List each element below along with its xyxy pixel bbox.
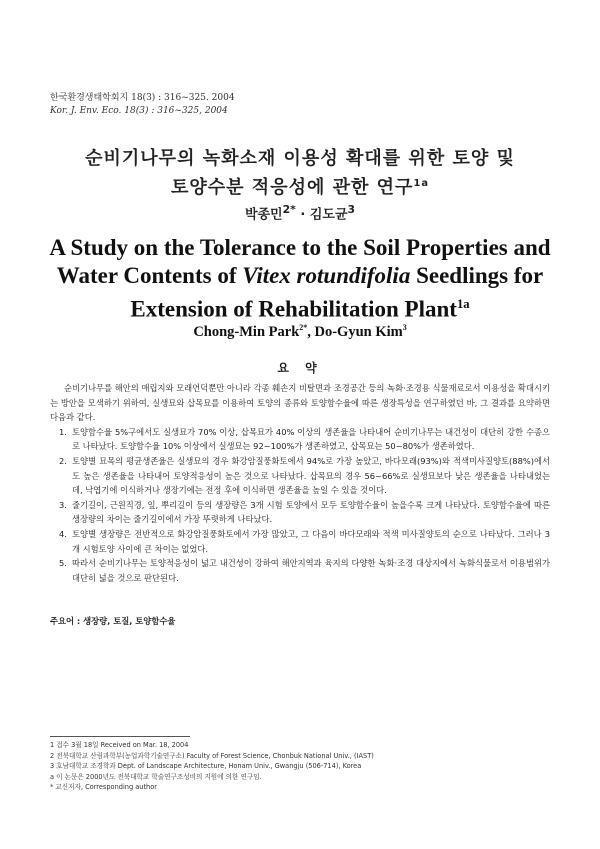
english-author-2-mark: 3 [402,323,407,332]
list-item-text: 따라서 순비기나무는 토양적응성이 넓고 내건성이 강하여 해안지역과 육지의 다양한 녹화·조경 대상지에서 녹화식물로서 이용범위가 대단히 넓을 것으로 판단된다. [72,558,550,583]
keywords: 주요어 : 생장량, 토질, 토양함수율 [50,616,176,626]
korean-title-footnote-mark: 1a [413,178,429,189]
english-title-line2-pre: Water Contents of [56,263,243,288]
english-title [40,234,560,324]
korean-author-1: 박종민 [244,207,283,223]
english-author-1: Chong-Min Park [193,323,300,340]
english-authors [0,323,600,341]
list-item-text: 토양별 생장량은 전반적으로 화강암질풍화토에서 가장 많았고, 그 다음이 바다모래와 적색 미사질양토의 순으로 나타났다. 그러나 3개 시험토양 사이에 큰 차이는 없었다. [72,528,550,554]
english-title-line2 [40,262,560,290]
journal-citation [50,92,235,118]
abstract-body [50,381,550,585]
journal-citation-korean: 한국환경생태학회지 18(3) : 316~325. 2004 [50,93,235,103]
abstract-findings-list [50,425,550,586]
list-item [50,425,550,454]
list-item-text: 토양별 묘목의 평균생존율은 실생묘의 경우 화강암질풍화토에서 94%로 가장 높았고, 바다모래(93%)와 적색미사질양토(88%)에서도 높은 생존율을 나타내어 토양적응성이 높은 것으로 나타났다. 삽목묘의 경우 56~66%로 실생묘보다 낮은 생존율을 나타내었는데, 낙엽기에 이식하거나 생장기에는 전정 후에 이식하면 생존율을 높일 수 있을 것이다. [72,455,550,496]
list-item [50,527,550,556]
english-title-footnote-mark: 1a [456,297,470,311]
english-title-line2-post: Seedlings for [410,263,544,288]
korean-authors [0,203,600,222]
korean-author-2: 김도균 [309,207,348,223]
list-item-text: 토양함수율 5%구에서도 실생묘가 70% 이상, 삽목묘가 40% 이상의 생존율을 나타내어 순비기나무는 내건성이 대단히 강한 수종으로 나타났다. 토양함수율 10% 이상에서 실생묘는 92~100%가 생존하였고, 삽목묘는 50~80%가 생존하였다. [72,426,550,452]
list-item [50,454,550,498]
footnote-affiliation-1: 2 전북대학교 산림과학부(농업과학기술연구소) Faculty of Forest Science, Chonbuk National Univ., (IAST) [50,751,374,760]
footnote-funding: a 이 논문은 2000년도 전북대학교 학술연구조성비의 지원에 의한 연구임. [50,772,262,781]
list-item-number: 3. [59,499,67,510]
list-item-number: 4. [59,528,67,539]
english-title-line3 [40,290,560,324]
list-item-number: 2. [59,455,67,466]
english-title-line3-text: Extension of Rehabilitation Plant [130,296,457,322]
korean-author-separator: · [295,207,310,223]
list-item-number: 1. [59,426,67,437]
korean-author-2-mark: 3 [347,203,356,216]
korean-title-line1: 순비기나무의 녹화소재 이용성 확대를 위한 토양 및 [85,148,515,169]
footnotes [50,740,550,793]
korean-author-1-mark: 2* [282,203,296,216]
list-item-number: 5. [59,558,67,569]
footnote-affiliation-2: 3 호남대학교 조경학과 Dept. of Landscape Architecture, Honam Univ., Gwangju (506-714), Korea [50,762,362,770]
korean-title [40,146,560,200]
list-item [50,498,550,527]
list-item-text: 줄기길이, 근원직경, 잎, 뿌리길이 등의 생장량은 3개 시험 토양에서 모두 토양함수율이 높을수록 크게 나타났다. 토양함수율에 따른 생장량의 차이는 줄기길이에서 가장 뚜렷하게 나타났다. [72,499,550,525]
list-item [50,556,550,585]
english-author-2: Do-Gyun Kim [314,323,403,340]
journal-citation-english: Kor. J. Env. Eco. 18(3) : 316~325, 2004 [50,106,228,116]
english-title-line1: A Study on the Tolerance to the Soil Properties and [49,235,551,260]
species-name: Vitex rotundifolia [242,263,411,288]
footnote-corresponding: * 교신저자, Corresponding author [50,783,157,791]
english-author-separator: , [307,323,315,340]
korean-title-line2 [40,171,560,200]
abstract-intro: 순비기나무를 해안의 매립지와 모래언덕뿐만 아니라 각종 훼손지 비탈면과 조경공간 등의 녹화·조경용 식물재료로서 이용성을 확대시키는 방안을 모색하기 위하여, 실생묘와 삽목묘를 이용하여 토양의 종류와 토양함수율에 따른 생장특성을 연구하였던 바, 그 결과를 요약하면 다음과 같다. [50,383,550,423]
footnote-received: 1 접수 3월 18일 Received on Mar. 18, 2004 [50,741,189,749]
korean-title-line2-text: 토양수분 적응성에 관한 연구 [170,177,414,198]
footnote-divider [50,736,190,737]
english-author-1-mark: 2* [299,323,308,332]
abstract-heading: 요 약 [277,361,323,375]
